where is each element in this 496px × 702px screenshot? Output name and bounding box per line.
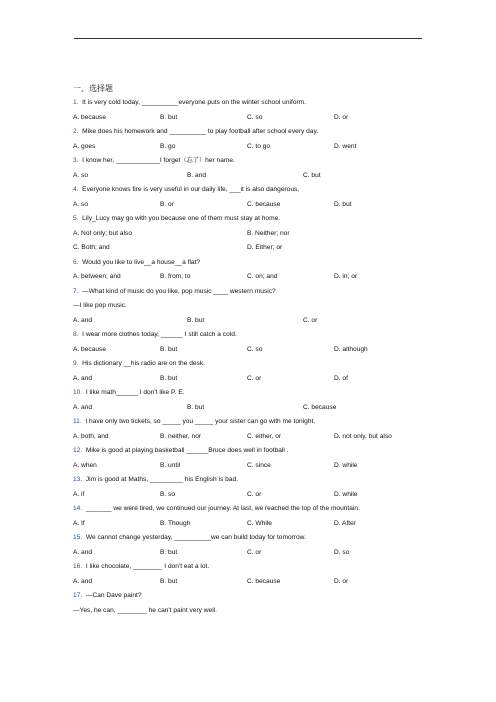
- option-d: D. in; or: [334, 273, 358, 280]
- question-number: 7.: [73, 287, 79, 295]
- option-c: C. or: [247, 490, 262, 498]
- question-text: _______ we were tired, we continued our journey. At last, we reached the top of the mountain.: [85, 505, 360, 512]
- question-text: I like chocolate, ________ I don't eat a lot.: [85, 563, 210, 570]
- option-c: C. or: [247, 548, 262, 556]
- option-c: C. or: [247, 374, 262, 382]
- options-13: [73, 488, 425, 503]
- question-number: 10.: [73, 389, 83, 396]
- question-number: 14.: [73, 505, 83, 512]
- question-list: [73, 82, 425, 618]
- option-b: B. from; to: [160, 273, 191, 280]
- question-11: [73, 415, 425, 430]
- option-c: C. on; and: [247, 273, 278, 280]
- question-10: [73, 386, 425, 401]
- options-2: [73, 140, 425, 155]
- option-c: C. While: [247, 519, 272, 527]
- question-text: I know her, ____________I forget: [82, 157, 181, 164]
- options-14: [73, 517, 425, 532]
- section-title: 一、选择题: [73, 84, 113, 93]
- option-a: A. if: [73, 490, 85, 498]
- option-a: A. If: [73, 519, 85, 527]
- option-b: B. go: [160, 142, 176, 150]
- question-5: [73, 212, 425, 227]
- option-d: D. while: [334, 461, 358, 469]
- option-a: A. so: [73, 200, 89, 208]
- option-d: D. went: [334, 142, 357, 150]
- option-a: A. because: [73, 345, 106, 353]
- question-number: 8.: [73, 331, 79, 338]
- option-a: A. and: [73, 374, 93, 382]
- options-16: [73, 575, 425, 590]
- option-c: C. because: [303, 403, 337, 411]
- question-text: —Can Dave paint?: [85, 592, 142, 599]
- option-b: B. until: [160, 461, 181, 469]
- question-number: 1.: [73, 99, 79, 106]
- question-8: [73, 328, 425, 343]
- option-a: A. and: [73, 577, 93, 585]
- options-10: [73, 401, 425, 416]
- option-b: B. but: [160, 345, 178, 353]
- option-c: C. because: [247, 577, 281, 585]
- dialogue-reply: —Yes, he can, ________ he can't paint very well.: [73, 606, 217, 614]
- options-6: [73, 270, 425, 285]
- options-3: [73, 169, 425, 184]
- option-c: C. so: [247, 345, 263, 353]
- options-5a: [73, 227, 425, 242]
- options-1: [73, 111, 425, 126]
- question-number: 2.: [73, 128, 79, 135]
- option-a: A. because: [73, 113, 106, 121]
- question-number: 6.: [73, 258, 79, 266]
- option-a: A. both, and: [73, 432, 109, 440]
- question-3: [73, 154, 425, 169]
- question-text: I like math______ I don't like P. E.: [85, 389, 185, 396]
- header-rule: [74, 38, 422, 39]
- options-4: [73, 198, 425, 213]
- option-c: C. so: [247, 113, 263, 121]
- question-text: It is very cold today, __________everyone puts on the winter school uniform.: [82, 99, 307, 106]
- option-c: C. either, or: [247, 432, 282, 440]
- option-a: A. so: [73, 171, 89, 179]
- option-b: B. Neither; nor: [247, 229, 290, 237]
- option-a: A. and: [73, 403, 93, 411]
- question-number: 12.: [73, 447, 83, 454]
- question-15: [73, 531, 425, 546]
- question-text-end: her name.: [205, 157, 235, 164]
- question-number: 17.: [73, 592, 83, 599]
- question-text: Would you like to live__a house__a flat?: [82, 258, 201, 266]
- option-d: D. although: [334, 345, 368, 353]
- question-number: 11.: [73, 418, 82, 425]
- option-b: B. neither, nor: [160, 432, 202, 440]
- option-a: A. and: [73, 548, 93, 556]
- option-b: B. but: [160, 577, 178, 585]
- question-14: [73, 502, 425, 517]
- question-text: Everyone knows fire is very useful in our daily life, ___it is also dangerous.: [82, 186, 300, 193]
- question-number: 15.: [73, 534, 83, 541]
- option-a: A. when: [73, 461, 97, 469]
- options-12: [73, 459, 425, 474]
- option-b: B. or: [160, 200, 174, 208]
- options-8: [73, 343, 425, 358]
- option-d: D. or: [334, 113, 349, 121]
- option-b: B. but: [187, 403, 205, 411]
- option-a: A. Not only; but also: [73, 229, 133, 237]
- option-d: D. After: [334, 519, 356, 527]
- option-c: C. or: [303, 316, 318, 324]
- option-d: D. of: [334, 374, 348, 382]
- question-6: [73, 256, 425, 271]
- options-7: [73, 314, 425, 329]
- option-b: B. but: [160, 374, 178, 382]
- question-text: Mike does his homework and __________ to play football after school every day.: [82, 128, 319, 135]
- question-1: [73, 96, 425, 111]
- question-7: [73, 285, 425, 300]
- question-number: 5.: [73, 215, 79, 222]
- question-number: 13.: [73, 476, 83, 483]
- chinese-gloss: （忘了）: [180, 157, 206, 164]
- options-15: [73, 546, 425, 561]
- option-c: C. since: [247, 461, 271, 469]
- question-text: Mike is good at playing basketball ______Bruce does well in football .: [85, 447, 289, 454]
- option-a: A. and: [73, 316, 93, 324]
- option-b: B. Though: [160, 519, 191, 527]
- option-d: D. Either; or: [247, 244, 283, 251]
- option-b: B. but: [160, 548, 178, 556]
- question-text: Lily_Lucy may go with you because one of them must stay at home.: [82, 215, 281, 222]
- question-13: [73, 473, 425, 488]
- question-text: Jim is good at Maths, _________ his English is bad.: [85, 476, 238, 483]
- question-number: 9.: [73, 360, 79, 367]
- option-d: D. while: [334, 490, 358, 498]
- option-d: D. so: [334, 548, 350, 556]
- options-9: [73, 372, 425, 387]
- option-d: D. or: [334, 577, 349, 585]
- option-c: C. Both; and: [73, 244, 110, 251]
- option-d: D. but: [334, 200, 352, 208]
- question-number: 16.: [73, 563, 83, 570]
- question-16: [73, 560, 425, 575]
- question-2: [73, 125, 425, 140]
- question-text: I have only two tickets, so _____ you _____ your sister can go with me tonight.: [85, 418, 316, 425]
- option-a: A. goes: [73, 142, 96, 150]
- option-b: B. but: [187, 316, 205, 324]
- question-text: —What kind of music do you like, pop music ____ western music?: [82, 287, 276, 295]
- question-text: We cannot change yesterday, __________we can build today for tomorrow.: [85, 534, 306, 541]
- option-b: B. but: [160, 113, 178, 121]
- options-5b: [73, 241, 425, 256]
- options-11: [73, 430, 425, 445]
- option-b: B. and: [187, 171, 207, 179]
- option-c: C. to go: [247, 142, 271, 150]
- question-9: [73, 357, 425, 372]
- question-number: 4.: [73, 186, 79, 193]
- question-4: [73, 183, 425, 198]
- question-17: [73, 589, 425, 604]
- option-b: B. so: [160, 490, 176, 498]
- question-number: 3.: [73, 157, 79, 164]
- option-d: D. not only, but also: [334, 432, 392, 440]
- option-a: A. between; and: [73, 273, 121, 280]
- question-text: His dictionary __his radio are on the desk.: [82, 360, 205, 367]
- question-text: I wear more clothes today, ______ I still catch a cold.: [82, 331, 237, 338]
- question-12: [73, 444, 425, 459]
- option-c: C. but: [303, 171, 321, 179]
- option-c: C. because: [247, 200, 281, 208]
- dialogue-reply: —I like pop music.: [73, 302, 127, 309]
